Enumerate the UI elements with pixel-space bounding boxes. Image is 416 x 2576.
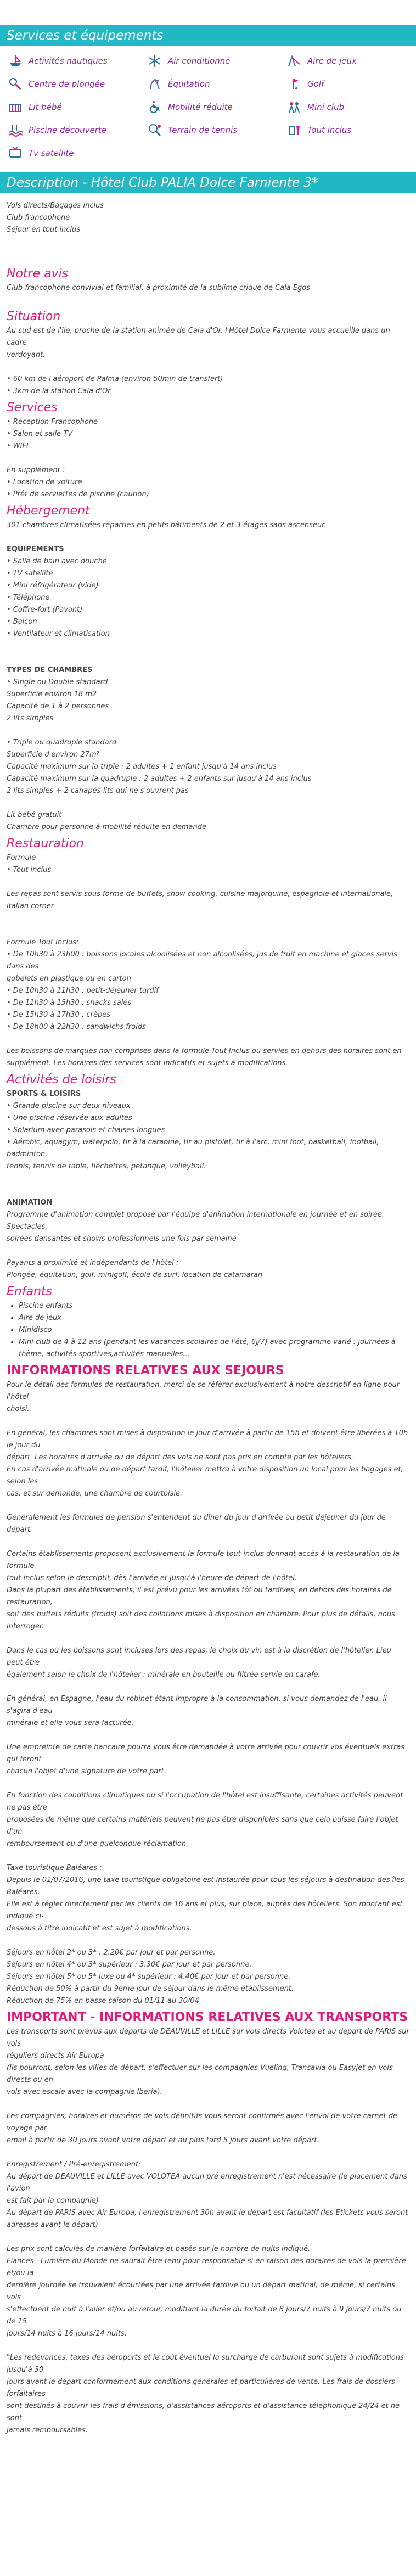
text-line: • 60 km de l'aéroport de Palma (environ 50min de transfert)	[7, 375, 223, 383]
tennis-icon	[144, 122, 166, 138]
text-line: (Ils pourront, selon les villes de départ, s'effectuer sur les compagnies Vueling, Transavia ou Easyjet en vols directs ou en	[7, 2064, 393, 2084]
service-label: Aire de jeux	[307, 56, 357, 66]
text-line: En général, en Espagne, l'eau du robinet étant impropre à la consommation, si vous demandez de l'eau, il s'agira d'eau	[7, 1695, 387, 1715]
text-line: • Solarium avec parasols et chaises longues	[7, 1126, 165, 1134]
text-line: • Salle de bain avec douche	[7, 557, 107, 565]
service-label: Air conditionné	[168, 56, 231, 66]
text-line	[7, 2098, 409, 2110]
tv-icon	[4, 145, 26, 161]
text-line: • Single ou Double standard	[7, 678, 108, 686]
text-line	[7, 2147, 409, 2159]
text-line: Elle est à régler directement par les clients de 16 ans et plus, sur place, auprès des hôteliers. Son montant est indiqué ci-	[7, 1900, 403, 1920]
text-line: • 3km de la station Cala d'Or	[7, 387, 111, 395]
text-line: Les compagnies, horaires et numéros de vols définitifs vous seront confirmés avec l'envoi de votre carnet de voyage par	[7, 2112, 397, 2132]
service-item	[283, 99, 416, 115]
text-line: "Les redevances, taxes des aéroports et le coût éventuel la surcharge de carburant sont sujets à modifications jusqu'à 30	[7, 2354, 404, 2374]
kids-icon	[283, 99, 305, 115]
service-label: Équitation	[168, 79, 210, 89]
text-line	[7, 1245, 409, 1257]
text-line: • Triple ou quadruple standard	[7, 738, 117, 747]
service-label: Terrain de tennis	[168, 125, 238, 135]
text-line	[7, 1033, 409, 1045]
text-line: jours avant le départ conformément aux conditions générales et particulières de vente. Les frais de dossiers forfaitaires	[7, 2378, 395, 2398]
text-line	[7, 1681, 409, 1693]
text-line: Séjours en hôtel 5* ou 5* luxe ou 4* supérieur : 4.40€ par jour et par personne.	[7, 1973, 291, 1981]
text-line: 2 lits simples + 2 canapés-lits qui ne s'ouvrent pas	[7, 787, 189, 795]
service-label: Tout inclus	[307, 125, 352, 135]
text-line: proposées de même que certains matériels peuvent ne pas être disponibles sans que cela puisse faire l'objet d'un	[7, 1816, 398, 1836]
text-line: • Aérobic, aquagym, waterpolo, tir à la carabine, tir au pistolet, tir à l'arc, mini foot, basketball, football, badminton,	[7, 1138, 379, 1158]
text-line	[7, 1729, 409, 1741]
text-line: Séjours en hôtel 2* ou 3* : 2.20€ par jour et par personne.	[7, 1948, 216, 1957]
text-line: • Salon et salle TV	[7, 430, 73, 438]
section-title-hebergement: Hébergement	[7, 504, 90, 518]
section-restauration	[7, 852, 409, 1069]
text-line: Séjours en hôtel 4* ou 3* supérieur : 3.30€ par jour et par personne.	[7, 1961, 252, 1969]
text-line: Superficie environ 18 m2	[7, 690, 97, 698]
text-line: • Téléphone	[7, 593, 50, 602]
text-line: Réduction de 75% en basse saison du 01/11 au 30/04	[7, 1997, 199, 2005]
text-line: vols avec escale avec la compagnie Iberia).	[7, 2088, 162, 2096]
text-line	[7, 1935, 409, 1947]
text-line: • De 11h30 à 15h30 : snacks salés	[7, 999, 132, 1007]
service-item	[4, 145, 144, 161]
text-line: EQUIPEMENTS	[7, 545, 64, 553]
text-line: s'effectuent de nuit à l'aller et/ou au retour, modifiant la durée du forfait de 8 jours/7 nuits à 9 jours/7 nuits ou de 15	[7, 2305, 402, 2326]
text-line: • Tout inclus	[7, 866, 52, 874]
text-line: jamais remboursables.	[7, 2426, 88, 2434]
text-line: SPORTS & LOISIRS	[7, 1090, 81, 1098]
text-line: Capacité de 1 à 2 personnes	[7, 702, 109, 710]
text-line: également selon le choix de l'hôtelier : minérale en bouteille ou filtrée servie en carafe.	[7, 1671, 321, 1679]
services-grid	[4, 53, 416, 161]
golf-icon	[283, 76, 305, 92]
text-line: Dans la plupart des établissements, il est prévu pour les arrivées tôt ou tardives, en dehors des horaires de restauration,	[7, 1586, 392, 1606]
snowflake-icon	[144, 53, 166, 69]
section-title-loisirs: Activités de loisirs	[7, 1073, 116, 1087]
diving-icon	[4, 76, 26, 92]
text-line	[7, 876, 409, 888]
section-avis	[7, 282, 409, 294]
service-label: Activités nautiques	[29, 56, 108, 66]
service-label: Lit bébé	[29, 102, 62, 112]
text-line: sont destinés à couvrir les frais d'émissions, d'assistances aéroports et d'assistance téléphonique 24/24 et ne sont	[7, 2402, 400, 2422]
section-infos	[7, 1379, 409, 2007]
service-label: Mini club	[307, 102, 344, 112]
crib-icon	[4, 99, 26, 115]
text-line	[7, 2231, 409, 2243]
text-line: dernière journée se trouvaient écourtées par une arrivée tardive ou un départ matinal, de même, si certains vols	[7, 2281, 395, 2301]
service-label: Centre de plongée	[29, 79, 105, 89]
section-title-restauration: Restauration	[7, 837, 85, 850]
text-line: En fonction des conditions climatiques ou si l'occupation de l'hôtel est insuffisante, certaines activités peuvent ne pas être	[7, 1791, 403, 1812]
service-item	[283, 53, 416, 69]
text-line: • De 10h30 à 11h30 : petit-déjeuner tardif	[7, 987, 159, 995]
text-line: soirées dansantes et shows professionnels une fois par semaine	[7, 1235, 237, 1243]
list-item: • Minidisco	[19, 1324, 409, 1336]
service-item	[4, 53, 144, 69]
text-line: dessous à titre indicatif et est sujet à modifications.	[7, 1924, 192, 1933]
text-line: • TV satellite	[7, 569, 53, 578]
text-line: tout inclus selon le descriptif, dès l'arrivée et jusqu'à l'heure de départ de l'hôtel.	[7, 1574, 297, 1582]
text-line	[7, 797, 409, 809]
text-line: • De 15h30 à 17h30 : crêpes	[7, 1011, 110, 1019]
service-item	[144, 53, 283, 69]
text-line	[7, 1536, 409, 1548]
text-line: choisi.	[7, 1405, 30, 1413]
text-line: Superficie d'environ 27m²	[7, 751, 99, 759]
horse-icon	[144, 76, 166, 92]
text-line: • Mini réfrigérateur (vide)	[7, 581, 99, 590]
service-item	[4, 76, 144, 92]
text-line: minérale et elle vous sera facturée.	[7, 1719, 134, 1727]
text-line: remboursement ou d'une quelconque réclamation.	[7, 1840, 189, 1848]
section-situation	[7, 325, 409, 397]
text-line	[7, 652, 409, 664]
text-line	[7, 1633, 409, 1645]
text-line: Programme d'animation complet proposé par l'équipe d'animation internationale en journée et en soirée. Spectacles,	[7, 1211, 385, 1231]
text-line: soit des buffets réduits (froids) soit des collations mises à disposition en chambre. Pour plus de détails, nous interroger.	[7, 1610, 395, 1631]
all-inclusive-icon	[283, 122, 305, 138]
text-line: Formule Tout Inclus:	[7, 938, 79, 947]
text-line	[7, 725, 409, 737]
service-label: Golf	[307, 79, 324, 89]
text-line: Fiances - Lumière du Monde ne saurait être tenu pour responsable si en raison des horaires de vols la première et/ou la	[7, 2257, 406, 2277]
text-line	[7, 640, 409, 652]
description-body	[0, 193, 416, 2437]
service-item	[283, 76, 416, 92]
text-line: • Réception Francophone	[7, 418, 98, 426]
wheelchair-icon	[144, 99, 166, 115]
text-line: Les repas sont servis sous forme de buffets, show cooking, cuisine majorquine, espagnole et internationale, italian corner	[7, 890, 393, 910]
text-line: Au sud est de l'île, proche de la station animée de Cala d'Or, l'Hôtel Dolce Farniente vous accueille dans un cadre	[7, 327, 390, 347]
text-line	[7, 1415, 409, 1427]
description-title: Description - Hôtel Club PALIA Dolce Farniente 3*	[0, 172, 416, 193]
service-item	[144, 122, 283, 138]
text-line	[7, 912, 409, 925]
text-line: Dans le cas où les boissons sont incluses lors des repas, le choix du vin est à la discrétion de l'hôtelier. Lieu peut être	[7, 1647, 391, 1667]
text-line: • Coffre-fort (Payant)	[7, 606, 83, 614]
text-line: Capacité maximum sur la quadruple : 2 adultes + 2 enfants sur jusqu'à 14 ans inclus	[7, 775, 312, 783]
text-line: Séjour en tout inclus	[7, 226, 81, 234]
section-title-services: Services	[7, 401, 58, 415]
section-title-infos: INFORMATIONS RELATIVES AUX SEJOURS	[7, 1364, 284, 1377]
text-line: TYPES DE CHAMBRES	[7, 666, 93, 674]
text-line: tennis, tennis de table, fléchettes, pétanque, volleyball.	[7, 1162, 206, 1171]
text-line: est fait par la compagnie)	[7, 2197, 99, 2205]
text-line: • De 10h30 à 23h00 : boissons locales alcoolisées et non alcoolisées, jus de fruit en machine et glaces servis dans des	[7, 950, 397, 971]
text-line: gobelets en plastique ou en carton	[7, 975, 131, 983]
text-line: verdoyant.	[7, 351, 46, 359]
text-line: • WIFI	[7, 442, 29, 450]
services-title: Services et équipements	[0, 25, 416, 46]
section-loisirs	[7, 1088, 409, 1281]
text-line: • Balcon	[7, 618, 37, 626]
text-line: Les boissons de marques non comprises dans la formule Tout Inclus ou servies en dehors des horaires sont en	[7, 1047, 402, 1055]
text-line: Les prix sont calculés de manière forfaitaire et basés sur le nombre de nuits indiqué.	[7, 2245, 311, 2253]
text-line: Certains établissements proposent exclusivement la formule tout-inclus donnant accès à la restauration de la formule	[7, 1550, 400, 1570]
text-line: supplément. Les horaires des services sont indicatifs et sujets à modifications.	[7, 1059, 288, 1067]
text-line: départ. Les horaires d'arrivée ou de départ des vols ne sont pas pris en compte par les hôteliers.	[7, 1453, 354, 1461]
service-label: Tv satellite	[29, 148, 74, 158]
text-line: réguliers directs Air Europa	[7, 2052, 104, 2060]
service-item	[144, 99, 283, 115]
text-line: • Grande piscine sur deux niveaux	[7, 1102, 131, 1110]
section-transports	[7, 2026, 409, 2437]
text-line	[7, 452, 409, 464]
text-line	[7, 361, 409, 373]
pool-icon	[4, 122, 26, 138]
service-label: Mobilité réduite	[168, 102, 233, 112]
text-line	[7, 1778, 409, 1790]
text-line: chacun l'objet d'une signature de votre part.	[7, 1767, 166, 1776]
text-line: Depuis le 01/07/2016, une taxe touristique obligatoire est instaurée pour tous les séjours à destination des îles Baléares.	[7, 1876, 404, 1896]
text-line	[7, 925, 409, 937]
services-panel	[0, 46, 416, 161]
text-line: • De 18h00 à 22h30 : sandwichs froids	[7, 1023, 146, 1031]
text-line: Au départ de PARIS avec Air Europa, l'enregistrement 30h avant le départ est facultatif (les Etickets vous seront	[7, 2209, 408, 2217]
section-enfants	[19, 1300, 409, 1360]
text-line: En cas d'arrivée matinale ou de départ tardif, l'hôtelier mettra à votre disposition un local pour les bagages et, selon les	[7, 1465, 403, 1486]
text-line: Réduction de 50% à partir du 9ème jour de séjour dans le même établissement.	[7, 1985, 294, 1993]
text-line: • Ventilateur et climatisation	[7, 630, 110, 638]
text-line: • Location de voiture	[7, 478, 82, 486]
text-line	[7, 1850, 409, 1862]
text-line: cas, et sur demande, une chambre de courtoisie.	[7, 1489, 183, 1498]
description-intro	[7, 200, 409, 236]
text-line: En supplément :	[7, 466, 65, 474]
service-item	[283, 122, 416, 138]
text-line: Capacité maximum sur la triple : 2 adultes + 1 enfant jusqu'à 14 ans inclus	[7, 763, 277, 771]
section-services	[7, 416, 409, 501]
text-line	[7, 531, 409, 544]
text-line: Une empreinte de carte bancaire pourra vous être demandée à votre arrivée pour couvrir vos éventuels extras qui feront	[7, 1743, 405, 1763]
text-line: ANIMATION	[7, 1199, 53, 1207]
text-line: Généralement les formules de pension s'entendent du dîner du jour d'arrivée au petit déjeuner du jour de départ.	[7, 1514, 386, 1534]
text-line: jours/14 nuits à 16 jours/14 nuits.	[7, 2329, 127, 2338]
text-line	[7, 1185, 409, 1197]
text-line	[7, 1173, 409, 1185]
text-line: Au départ de DEAUVILLE et LILLE avec VOLOTEA aucun pré enregistrement n'est nécessaire (le placement dans l'avion	[7, 2172, 407, 2193]
text-line: Chambre pour personne à mobilité réduite en demande	[7, 823, 206, 831]
text-line: Payants à proximité et indépendants de l'hôtel :	[7, 1259, 179, 1267]
text-line: En général, les chambres sont mises à disposition le jour d'arrivée à partir de 15h et doivent être libérées à 10h le jour du	[7, 1429, 408, 1449]
section-title-enfants: Enfants	[7, 1285, 53, 1298]
text-line: Lit bébé gratuit	[7, 811, 62, 819]
text-line: email à partir de 30 jours avant votre départ et au plus tard 5 jours avant votre départ.	[7, 2136, 319, 2144]
service-item	[4, 122, 144, 138]
list-item: • Piscine enfants	[19, 1300, 409, 1312]
service-item	[144, 76, 283, 92]
list-item: • Mini club de 4 à 12 ans (pendant les vacances scolaires de l'été, 6j/7) avec programme varié : journées à thème, activités sportives,activités manuelles...	[19, 1336, 409, 1360]
text-line: Enregistrement / Pré-enregistrement:	[7, 2160, 141, 2169]
text-line: 301 chambres climatisées réparties en petits bâtiments de 2 et 3 étages sans ascenseur.	[7, 521, 327, 529]
text-line: Pour le détail des formules de restauration, merci de se référer exclusivement à notre descriptif en ligne pour l'hôtel	[7, 1381, 400, 1401]
list-item: • Aire de jeux	[19, 1312, 409, 1324]
section-title-situation: Situation	[7, 310, 61, 323]
text-line: Taxe touristique Baléares :	[7, 1864, 102, 1872]
text-line: Vols directs/Bagages inclus	[7, 201, 104, 210]
section-title-avis: Notre avis	[7, 267, 69, 281]
text-line: Formule	[7, 854, 36, 862]
text-line: adressés avant le départ)	[7, 2221, 98, 2229]
section-hebergement	[7, 519, 409, 833]
boat-icon	[4, 53, 26, 69]
text-line: 2 lits simples	[7, 714, 54, 723]
service-item	[4, 99, 144, 115]
text-line: • Une piscine réservée aux adultes	[7, 1114, 132, 1122]
text-line: • Prêt de serviettes de piscine (caution)	[7, 490, 149, 499]
text-line: Club francophone convivial et familial, à proximité de la sublime crique de Cala Egos	[7, 284, 311, 292]
text-line: Club francophone	[7, 214, 70, 222]
service-label: Piscine découverte	[29, 125, 107, 135]
text-line: Les transports sont prévus aux départs de DEAUVILLE et LILLE sur vols directs Volotea et au départ de PARIS sur vols	[7, 2028, 409, 2048]
text-line	[7, 1500, 409, 1512]
text-line: Plongée, équitation, golf, minigolf, école de surf, location de catamaran	[7, 1271, 263, 1279]
playground-icon	[283, 53, 305, 69]
section-title-transports: IMPORTANT - INFORMATIONS RELATIVES AUX TRANSPORTS	[7, 2011, 408, 2024]
text-line	[7, 2340, 409, 2352]
